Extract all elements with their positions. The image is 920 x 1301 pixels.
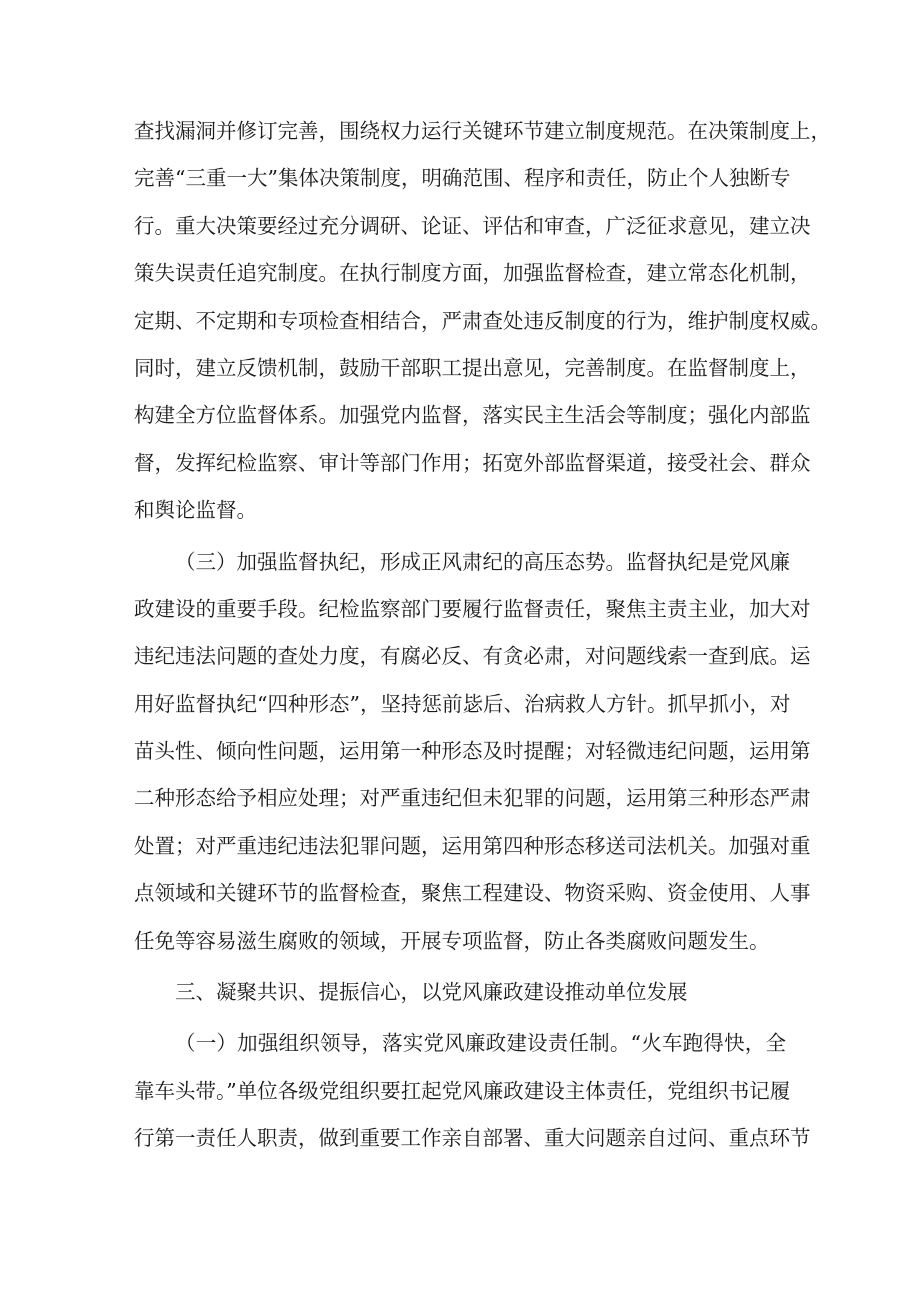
- text-line: 行第一责任人职责，做到重要工作亲自部署、重大问题亲自过问、重点环节: [134, 1126, 811, 1151]
- document-body: [134, 108, 831, 1163]
- text-line: 同时，建立反馈机制，鼓励干部职工提出意见，完善制度。在监督制度上，: [134, 355, 811, 380]
- text-line: 苗头性、倾向性问题，运用第一种形态及时提醒；对轻微违纪问题，运用第: [134, 739, 811, 764]
- text-line: 查找漏洞并修订完善，围绕权力运行关键环节建立制度规范。在决策制度上，: [134, 119, 831, 143]
- text-line: 点领域和关键环节的监督检查，聚焦工程建设、物资采购、资金使用、人事: [134, 881, 811, 906]
- text-line: 靠车头带。”单位各级党组织要扛起党风廉政建设主体责任，党组织书记履: [134, 1078, 791, 1103]
- text-line: 构建全方位监督体系。加强党内监督，落实民主生活会等制度；强化内部监: [134, 403, 811, 428]
- text-line: 违纪违法问题的查处力度，有腐必反、有贪必肃，对问题线索一查到底。运: [134, 644, 811, 669]
- text-line: 处置；对严重违纪违法犯罪问题，运用第四种形态移送司法机关。加强对重: [134, 833, 811, 858]
- text-line: 任免等容易滋生腐败的领域，开展专项监督，防止各类腐败问题发生。: [134, 928, 770, 953]
- text-line: 督，发挥纪检监察、审计等部门作用；拓宽外部监督渠道，接受社会、群众: [134, 450, 811, 475]
- text-line: 策失误责任追究制度。在执行制度方面，加强监督检查，建立常态化机制，: [134, 261, 811, 286]
- text-line: 和舆论监督。: [134, 498, 257, 523]
- text-line: 政建设的重要手段。纪检监察部门要履行监督责任，聚焦主责主业，加大对: [134, 596, 811, 621]
- paragraph-supervision-discipline: [134, 539, 811, 966]
- text-line: 定期、不定期和专项检查相结合，严肃查处违反制度的行为，维护制度权威。: [134, 308, 831, 333]
- section-heading: 三、凝聚共识、提振信心，以党风廉政建设推动单位发展: [175, 980, 688, 1005]
- paragraph-system-building: [134, 108, 831, 535]
- text-line: （一）加强组织领导，落实党风廉政建设责任制。“火车跑得快，全: [175, 1031, 786, 1056]
- text-line: 行。重大决策要经过充分调研、论证、评估和审查，广泛征求意见，建立决: [134, 213, 811, 238]
- text-line: （三）加强监督执纪，形成正风肃纪的高压态势。监督执纪是党风廉: [175, 549, 790, 574]
- text-line: 二种形态给予相应处理；对严重违纪但未犯罪的问题，运用第三种形态严肃: [134, 786, 811, 811]
- paragraph-organizational-leadership: [134, 1020, 811, 1162]
- text-line: 完善“三重一大”集体决策制度，明确范围、程序和责任，防止个人独断专: [134, 166, 791, 191]
- text-line: 用好监督执纪“四种形态”，坚持惩前毖后、治病救人方针。抓早抓小，对: [134, 691, 791, 716]
